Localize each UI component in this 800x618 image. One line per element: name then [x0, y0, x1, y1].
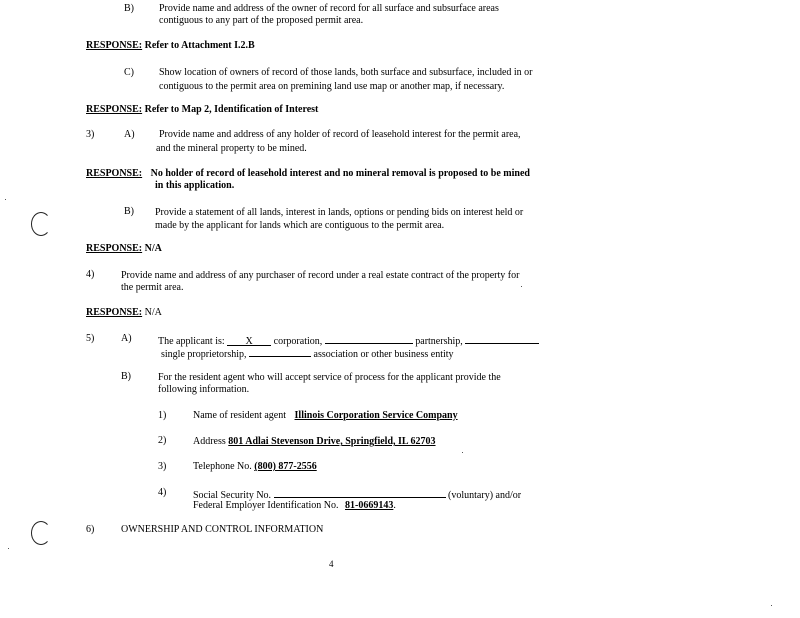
corporation-option: corporation, — [273, 336, 323, 347]
association-option: association or other business entity — [313, 349, 454, 360]
item-c-label: C) — [124, 67, 134, 78]
scan-speck — [8, 548, 9, 549]
response-label: RESPONSE: — [86, 40, 143, 51]
item-4-line1: Provide name and address of any purchaser of record under a real estate contract of the property for — [121, 270, 520, 281]
response-text-line2: in this application. — [155, 180, 235, 191]
corporation-blank — [227, 335, 271, 346]
response-no-holder — [86, 167, 530, 180]
fein-period: . — [393, 500, 396, 511]
item-b-owner-line1: Provide name and address of the owner of record for all surface and subsurface areas — [159, 3, 499, 14]
item-3a-line2: and the mineral property to be mined. — [156, 143, 307, 154]
agent-item-3-number: 3) — [158, 461, 167, 472]
scan-speck — [521, 286, 522, 287]
item-3a-label: A) — [124, 129, 135, 140]
telephone-label: Telephone No. — [193, 461, 252, 472]
hole-punch-mark — [31, 212, 51, 236]
response-na-2 — [86, 306, 162, 319]
resident-agent-label: Name of resident agent — [193, 410, 287, 421]
address-label: Address — [193, 436, 226, 447]
sole-proprietorship-blank — [249, 346, 311, 357]
resident-agent-row — [193, 409, 472, 422]
fein-row — [193, 499, 396, 512]
item-b-owner-label: B) — [124, 3, 134, 14]
ssn-label: Social Security No. — [193, 490, 272, 501]
telephone-row — [193, 460, 367, 473]
item-b-owner-line2: contiguous to any part of the proposed permit area. — [159, 15, 364, 26]
response-text: Refer to Attachment I.2.B — [144, 40, 255, 51]
hole-punch-mark — [31, 521, 51, 545]
fein-label: Federal Employer Identification No. — [193, 500, 339, 511]
item-3a-line1: Provide name and address of any holder of record of leasehold interest for the permit area, — [159, 129, 521, 140]
response-label: RESPONSE: — [86, 307, 143, 318]
response-na-1 — [86, 242, 162, 255]
item-5b-line1: For the resident agent who will accept service of process for the applicant provide the — [158, 372, 501, 383]
response-refer-map — [86, 103, 318, 116]
response-text: N/A — [144, 243, 162, 254]
agent-item-4-number: 4) — [158, 487, 167, 498]
response-label: RESPONSE: — [86, 104, 143, 115]
agent-item-1-number: 1) — [158, 410, 167, 421]
ssn-voluntary-note: (voluntary) and/or — [448, 490, 522, 501]
extra-blank — [465, 333, 539, 344]
response-text-line1: No holder of record of leasehold interest and no mineral removal is proposed to be mined — [150, 168, 530, 179]
sole-proprietorship-option: single proprietorship, — [161, 349, 247, 360]
item-6-number: 6) — [86, 524, 95, 535]
item-c-line1: Show location of owners of record of those lands, both surface and subsurface, included in or — [159, 67, 533, 78]
item-5-number: 5) — [86, 333, 95, 344]
response-label: RESPONSE: — [86, 243, 143, 254]
item-5a-label: A) — [121, 333, 132, 344]
response-text: Refer to Map 2, Identification of Interest — [144, 104, 319, 115]
scan-speck — [771, 605, 772, 606]
response-refer-attachment — [86, 39, 255, 52]
address-value: 801 Adlai Stevenson Drive, Springfield, IL 62703 — [228, 436, 436, 447]
item-c-line2: contiguous to the permit area on premining land use map or another map, if necessary. — [159, 81, 505, 92]
item-4-line2: the permit area. — [121, 282, 184, 293]
scan-speck — [462, 452, 463, 453]
applicant-prefix: The applicant is: — [158, 336, 225, 347]
item-3b-line1: Provide a statement of all lands, interest in lands, options or pending bids on interest held or — [155, 207, 524, 218]
telephone-value: (800) 877-2556 — [254, 461, 317, 472]
page-number: 4 — [329, 559, 334, 569]
scan-speck — [5, 199, 6, 200]
address-row — [193, 435, 450, 448]
response-text: N/A — [144, 307, 162, 318]
item-3-number: 3) — [86, 129, 95, 140]
item-3b-label: B) — [124, 206, 134, 217]
fein-value: 81-0669143 — [345, 500, 394, 511]
item-3b-line2: made by the applicant for lands which are contiguous to the permit area. — [155, 220, 445, 231]
item-5b-line2: following information. — [158, 384, 250, 395]
ownership-heading: OWNERSHIP AND CONTROL INFORMATION — [121, 524, 324, 535]
response-label: RESPONSE: — [86, 168, 143, 179]
partnership-blank — [325, 333, 413, 344]
partnership-option: partnership, — [415, 336, 463, 347]
item-5b-label: B) — [121, 371, 131, 382]
applicant-type-line2 — [161, 346, 454, 361]
item-4-number: 4) — [86, 269, 95, 280]
agent-item-2-number: 2) — [158, 435, 167, 446]
ssn-blank — [274, 487, 446, 498]
resident-agent-value: Illinois Corporation Service Company — [294, 410, 458, 421]
corporation-mark: X — [245, 336, 253, 347]
